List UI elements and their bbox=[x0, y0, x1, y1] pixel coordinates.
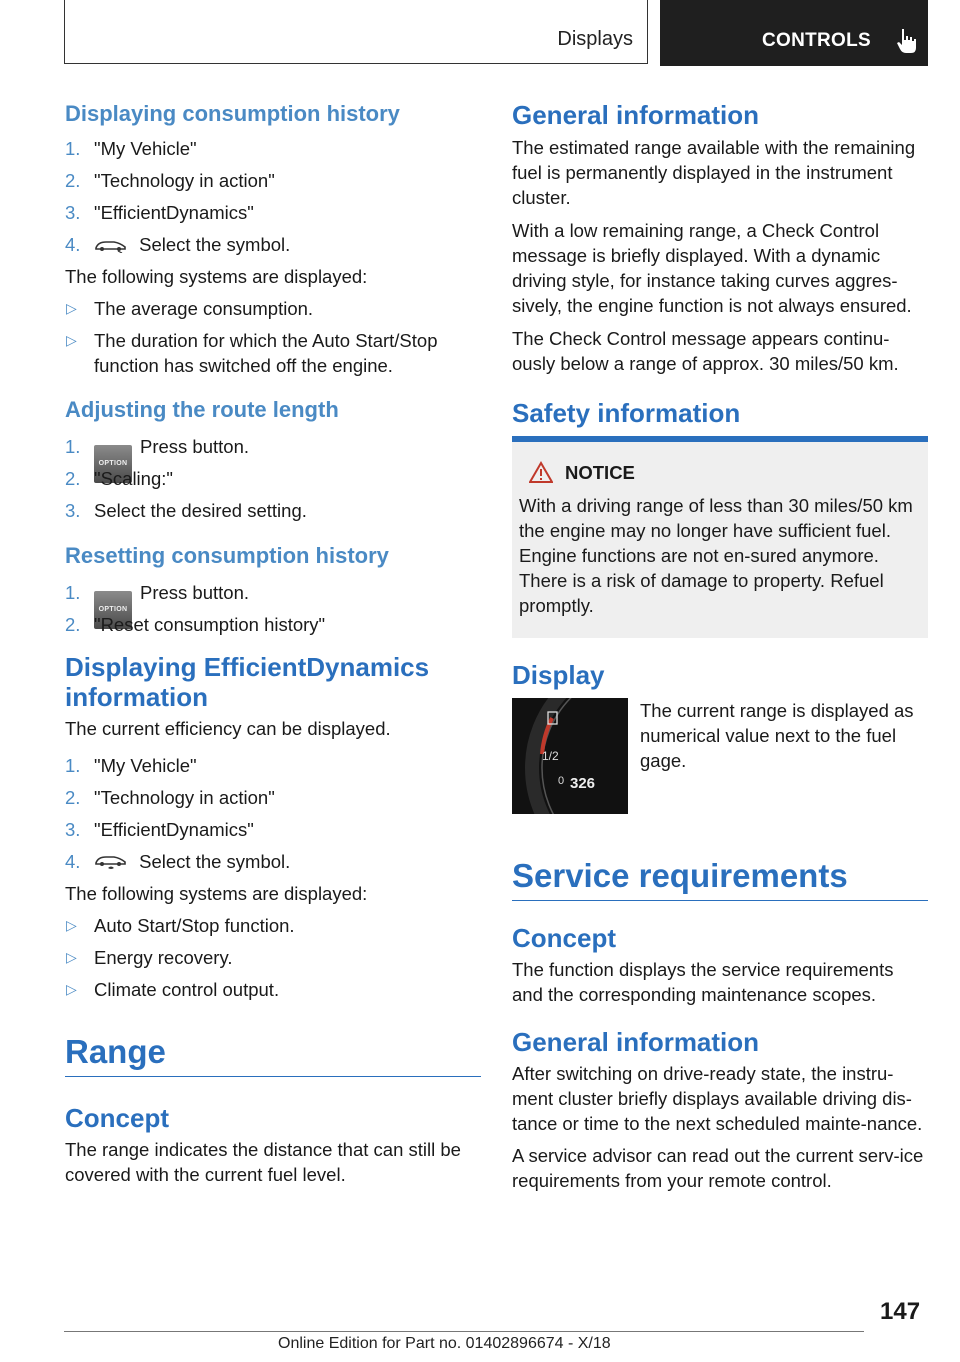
step-number: 1. bbox=[65, 138, 81, 159]
general-info-section bbox=[512, 100, 928, 376]
service-section bbox=[512, 856, 928, 1193]
route-length-section bbox=[65, 396, 481, 530]
paragraph: With a low remaining range, a Check Control message is briefly displayed. With a dynamic driving style, for instance taking curves aggres-sively, the engine function is not always ensured. bbox=[512, 220, 912, 316]
bullet-list bbox=[65, 296, 481, 378]
footer-edition: Online Edition for Part no. 01402896674 - X/18 bbox=[278, 1335, 611, 1352]
triangle-bullet-icon: ▷ bbox=[66, 332, 77, 348]
step-number: 1. bbox=[65, 755, 81, 776]
section-title: General information bbox=[512, 100, 760, 130]
step-text: "My Vehicle" bbox=[94, 755, 197, 776]
paragraph: The function displays the service requirements and the corresponding maintenance scopes. bbox=[512, 959, 894, 1005]
steps-list bbox=[65, 580, 481, 644]
bullet-text: Climate control output. bbox=[94, 979, 280, 1000]
paragraph: After switching on drive-ready state, the instru-ment cluster briefly displays available driving dis-tance or time to the next scheduled mainte-nance. bbox=[512, 1063, 923, 1134]
header-section-box bbox=[64, 0, 648, 64]
bullet-list bbox=[65, 913, 481, 1002]
list-item bbox=[65, 466, 481, 498]
list-item bbox=[65, 849, 481, 881]
step-number: 2. bbox=[65, 170, 81, 191]
step-number: 4. bbox=[65, 234, 81, 255]
section-title: Displaying EfficientDynamics information bbox=[65, 652, 430, 712]
steps-list bbox=[65, 434, 481, 530]
step-text: "Technology in action" bbox=[94, 170, 275, 191]
right-column bbox=[512, 100, 928, 1193]
step-number: 2. bbox=[65, 787, 81, 808]
step-number: 1. bbox=[65, 436, 81, 457]
steps-list bbox=[65, 136, 481, 264]
step-number: 4. bbox=[65, 851, 81, 872]
list-item bbox=[65, 612, 481, 644]
efficientdynamics-section bbox=[65, 652, 481, 1002]
page-header bbox=[64, 0, 928, 66]
fuel-gauge-graphic bbox=[512, 698, 628, 814]
gauge-range-value: 326 bbox=[570, 775, 596, 792]
list-item bbox=[65, 136, 481, 168]
consumption-history-section bbox=[65, 100, 481, 378]
paragraph: The current range is displayed as numerical value next to the fuel gage. bbox=[640, 700, 914, 771]
chapter-title: Range bbox=[65, 1032, 481, 1077]
step-text: Press button. bbox=[140, 582, 250, 603]
triangle-bullet-icon: ▷ bbox=[66, 949, 77, 965]
triangle-bullet-icon: ▷ bbox=[66, 300, 77, 316]
list-item bbox=[65, 328, 481, 378]
list-item bbox=[65, 296, 481, 321]
step-number: 1. bbox=[65, 582, 81, 603]
section-title: Display bbox=[512, 660, 605, 690]
section-title: Concept bbox=[512, 923, 616, 953]
step-number: 3. bbox=[65, 202, 81, 223]
notice-box bbox=[512, 442, 928, 638]
notice-heading bbox=[519, 460, 920, 485]
list-item bbox=[65, 977, 481, 1002]
notice-label: NOTICE bbox=[565, 462, 635, 483]
step-text: "EfficientDynamics" bbox=[94, 819, 254, 840]
notice-text: With a driving range of less than 30 miles/50 km the engine may no longer have sufficient fuel. Engine functions are not en-sured anymore. There is a risk of damage to property. Refuel promptly. bbox=[519, 495, 913, 616]
safety-section bbox=[512, 398, 928, 638]
warning-triangle-icon bbox=[529, 461, 553, 483]
option-button-icon: OPTION bbox=[94, 591, 132, 629]
chapter-title: Service requirements bbox=[512, 856, 928, 901]
section-title: Resetting consumption history bbox=[65, 543, 389, 568]
section-title: General information bbox=[512, 1027, 760, 1057]
option-button-icon: OPTION bbox=[94, 445, 132, 483]
paragraph: The following systems are displayed: bbox=[65, 266, 368, 287]
step-number: 2. bbox=[65, 468, 81, 489]
bullet-text: The duration for which the Auto Start/Stop function has switched off the engine. bbox=[94, 330, 438, 376]
step-number: 2. bbox=[65, 614, 81, 635]
paragraph: The following systems are displayed: bbox=[65, 883, 368, 904]
list-item bbox=[65, 945, 481, 970]
bullet-text: Energy recovery. bbox=[94, 947, 233, 968]
list-item bbox=[65, 817, 481, 849]
step-text: Press button. bbox=[140, 436, 250, 457]
paragraph: The estimated range available with the remaining fuel is permanently displayed in the instrument cluster. bbox=[512, 137, 916, 208]
step-text: "Technology in action" bbox=[94, 787, 275, 808]
gauge-zero-label: 0 bbox=[558, 775, 565, 787]
step-number: 3. bbox=[65, 819, 81, 840]
triangle-bullet-icon: ▷ bbox=[66, 981, 77, 997]
triangle-bullet-icon: ▷ bbox=[66, 917, 77, 933]
fuel-gauge-image bbox=[512, 698, 628, 814]
list-item bbox=[65, 168, 481, 200]
step-text: Select the symbol. bbox=[139, 851, 291, 872]
page-number: 147 bbox=[880, 1298, 921, 1325]
car-symbol-icon bbox=[94, 237, 128, 253]
bullet-text: Auto Start/Stop function. bbox=[94, 915, 295, 936]
list-item bbox=[65, 580, 481, 612]
step-number: 3. bbox=[65, 500, 81, 521]
paragraph: The range indicates the distance that can still be covered with the current fuel level. bbox=[65, 1139, 461, 1185]
step-text: Select the symbol. bbox=[139, 234, 291, 255]
car-leaf-symbol-icon bbox=[94, 854, 128, 870]
step-text: "Reset consumption history" bbox=[94, 614, 326, 635]
bullet-text: The average consumption. bbox=[94, 298, 314, 319]
list-item bbox=[65, 785, 481, 817]
paragraph: A service advisor can read out the current serv-ice requirements from your remote control. bbox=[512, 1145, 924, 1191]
step-text: "Scaling:" bbox=[94, 468, 173, 489]
paragraph: The current efficiency can be displayed. bbox=[65, 718, 391, 739]
gauge-half-label: 1/2 bbox=[542, 749, 559, 763]
header-chapter-title: CONTROLS bbox=[762, 30, 872, 51]
section-title: Safety information bbox=[512, 398, 928, 442]
header-section-title: Displays bbox=[557, 28, 633, 50]
section-title: Displaying consumption history bbox=[65, 101, 400, 126]
range-section bbox=[65, 1032, 481, 1187]
list-item bbox=[65, 913, 481, 938]
left-column bbox=[65, 100, 481, 1187]
section-title: Concept bbox=[65, 1103, 169, 1133]
reset-history-section bbox=[65, 542, 481, 644]
display-section bbox=[512, 660, 928, 814]
steps-list bbox=[65, 753, 481, 881]
pointing-hand-icon bbox=[895, 27, 919, 55]
list-item bbox=[65, 498, 481, 530]
list-item bbox=[65, 200, 481, 232]
list-item bbox=[65, 753, 481, 785]
header-chapter-tab bbox=[660, 0, 928, 66]
step-text: "EfficientDynamics" bbox=[94, 202, 254, 223]
step-text: "My Vehicle" bbox=[94, 138, 197, 159]
list-item bbox=[65, 434, 481, 466]
footer-divider bbox=[64, 1331, 864, 1332]
step-text: Select the desired setting. bbox=[94, 500, 307, 521]
paragraph: The Check Control message appears continu-ously below a range of approx. 30 miles/50 km. bbox=[512, 328, 899, 374]
section-title: Adjusting the route length bbox=[65, 397, 339, 422]
list-item bbox=[65, 232, 481, 264]
